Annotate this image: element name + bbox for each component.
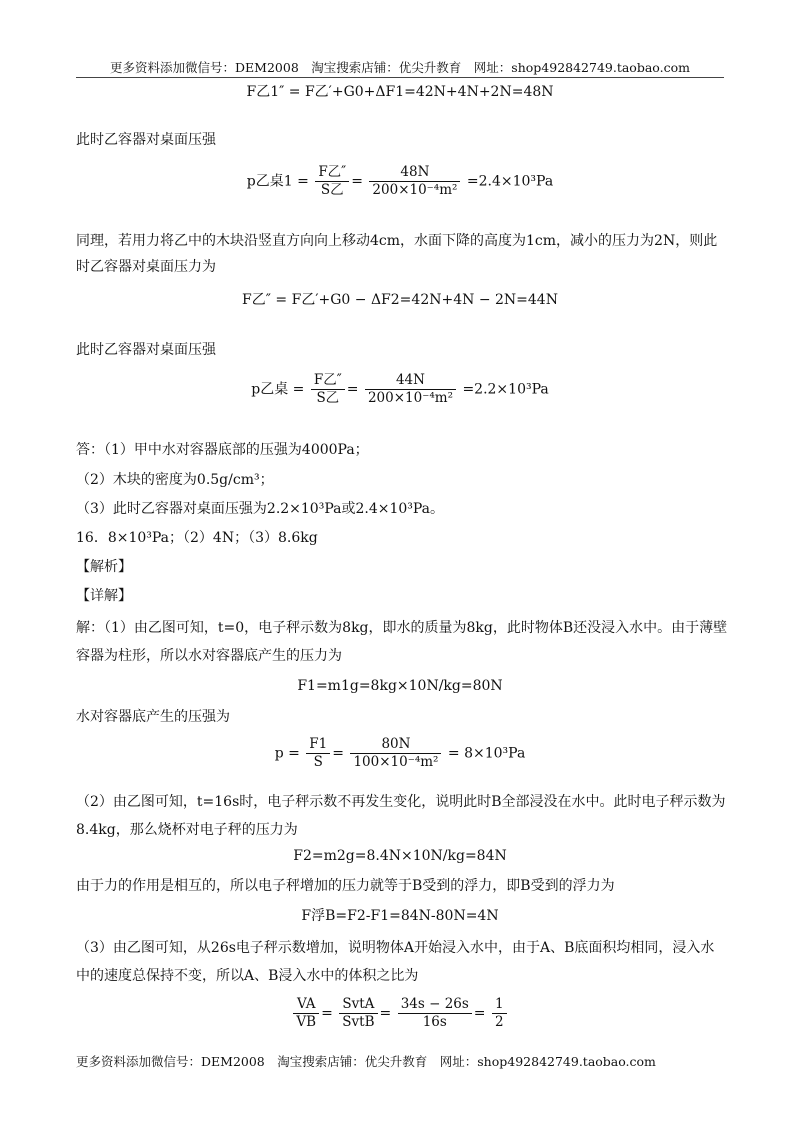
text-pressure-intro-1: 此时乙容器对桌面压强 (76, 132, 216, 148)
fraction-force-area (315, 164, 349, 199)
eq-result: =2.2×10³Pa (462, 381, 549, 398)
page-header: 更多资料添加微信号：DEM2008 淘宝搜索店铺：优尖升教育 网址：shop492842749.taobao.com (110, 60, 690, 75)
fraction-values (350, 736, 441, 771)
answer-line-1: 答：（1）甲中水对容器底部的压强为4000Pa； (76, 442, 369, 458)
fraction-result (492, 996, 507, 1031)
frac-numerator: 80N (381, 736, 411, 752)
frac-denominator: 2 (492, 1013, 507, 1031)
equation-force-2: F乙″ = F乙′+G0 − ΔF2=42N+4N − 2N=44N (242, 292, 558, 308)
frac-denominator: S乙 (311, 389, 345, 407)
frac-numerator: SvtA (342, 996, 375, 1012)
eq-lhs: p乙桌1 = (246, 173, 309, 190)
frac-numerator: 48N (400, 164, 430, 180)
text-pressure-intro-2: 此时乙容器对桌面压强 (76, 342, 216, 358)
equation-buoyancy: F浮B=F2-F1=84N-80N=4N (301, 908, 499, 924)
frac-denominator: S (306, 753, 330, 771)
fraction-time (398, 996, 472, 1031)
frac-denominator: 200×10⁻⁴m² (365, 389, 456, 407)
page-footer: 更多资料添加微信号：DEM2008 淘宝搜索店铺：优尖升教育 网址：shop492842749.taobao.com (76, 1054, 656, 1069)
solution-part-2: （2）由乙图可知，t=16s时，电子秤示数不再发生变化，说明此时B全部浸没在水中。此时电子秤示数为8.4kg，那么烧杯对电子秤的压力为 (76, 794, 726, 838)
frac-numerator: 1 (494, 996, 504, 1012)
frac-denominator: 100×10⁻⁴m² (350, 753, 441, 771)
q16-answer: 16．8×10³Pa；（2）4N；（3）8.6kg (76, 530, 318, 546)
fraction-force-area (311, 372, 345, 407)
equation-water-pressure: p = $\frac{F1}{S}$ = $\frac{80N}{\text{100×10⁻⁴m²}}$ = 8×10³Pa (274, 736, 526, 770)
fraction-force-area (306, 736, 330, 771)
frac-denominator: VB (293, 1013, 319, 1031)
header-divider (76, 77, 724, 78)
frac-numerator: 34s − 26s (400, 996, 469, 1012)
answer-line-2: （2）木块的密度为0.5g/cm³； (76, 472, 274, 488)
frac-numerator: F1 (309, 736, 328, 752)
eq-lhs: p = (274, 745, 300, 762)
solution-part-3: （3）由乙图可知，从26s电子秤示数增加，说明物体A开始浸入水中，由于A、B底面积均相同，浸入水中的速度总保持不变，所以A、B浸入水中的体积之比为 (76, 940, 715, 984)
answer-line-3: （3）此时乙容器对桌面压强为2.2×10³Pa或2.4×10³Pa。 (76, 501, 445, 517)
text-water-pressure: 水对容器底产生的压强为 (76, 709, 230, 725)
frac-denominator: SvtB (339, 1013, 377, 1031)
equation-volume-ratio: $\frac{VA}{VB}$ = $\frac{\text{SvtA}}{\text{SvtB}}$ = $\frac{34s - 26s}{16s}$ = $\frac{1}{2}$ (0, 996, 800, 1031)
frac-numerator: 44N (395, 372, 425, 388)
text-buoyancy-intro: 由于力的作用是相互的，所以电子秤增加的压力就等于B受到的浮力，即B受到的浮力为 (76, 878, 615, 894)
fraction-values (369, 164, 460, 199)
eq-result: =2.4×10³Pa (466, 173, 554, 190)
frac-numerator: VA (296, 996, 316, 1012)
equation-force-f2: F2=m2g=8.4N×10N/kg=84N (293, 848, 507, 864)
analysis-label: 【解析】 (76, 559, 132, 575)
frac-numerator: F乙″ (313, 372, 342, 388)
frac-denominator: 200×10⁻⁴m² (369, 181, 460, 199)
frac-denominator: S乙 (315, 181, 349, 199)
paragraph-same-reasoning: 同理，若用力将乙中的木块沿竖直方向向上移动4cm，水面下降的高度为1cm，减小的压力为2N，则此时乙容器对桌面压力为 (76, 233, 718, 275)
eq-result: = 8×10³Pa (447, 745, 526, 762)
fraction-volume (293, 996, 319, 1031)
solution-part-1: 解：（1）由乙图可知，t=0，电子秤示数为8kg，即水的质量为8kg，此时物体B还没浸入水中。由于薄壁容器为柱形，所以水对容器底产生的压力为 (76, 620, 728, 664)
detail-label: 【详解】 (76, 588, 132, 604)
fraction-svt (339, 996, 377, 1031)
equation-force-1: F乙1″ = F乙′+G0+ΔF1=42N+4N+2N=48N (246, 84, 554, 100)
eq-lhs: p乙桌 = (251, 381, 305, 398)
fraction-values (365, 372, 456, 407)
equation-pressure-2: p乙桌 = $\frac{\text{F乙″}}{\text{S乙}}$ = $\frac{44N}{\text{200×10⁻⁴m²}}$ =2.2×10³Pa (251, 372, 549, 406)
frac-denominator: 16s (398, 1013, 472, 1031)
equation-pressure-1: p乙桌1 = $\frac{\text{F乙″}}{\text{S乙}}$ = $\frac{48N}{\text{200×10⁻⁴m²}}$ =2.4×10³Pa (246, 164, 554, 198)
equation-force-f1: F1=m1g=8kg×10N/kg=80N (297, 678, 503, 694)
frac-numerator: F乙″ (318, 164, 347, 180)
